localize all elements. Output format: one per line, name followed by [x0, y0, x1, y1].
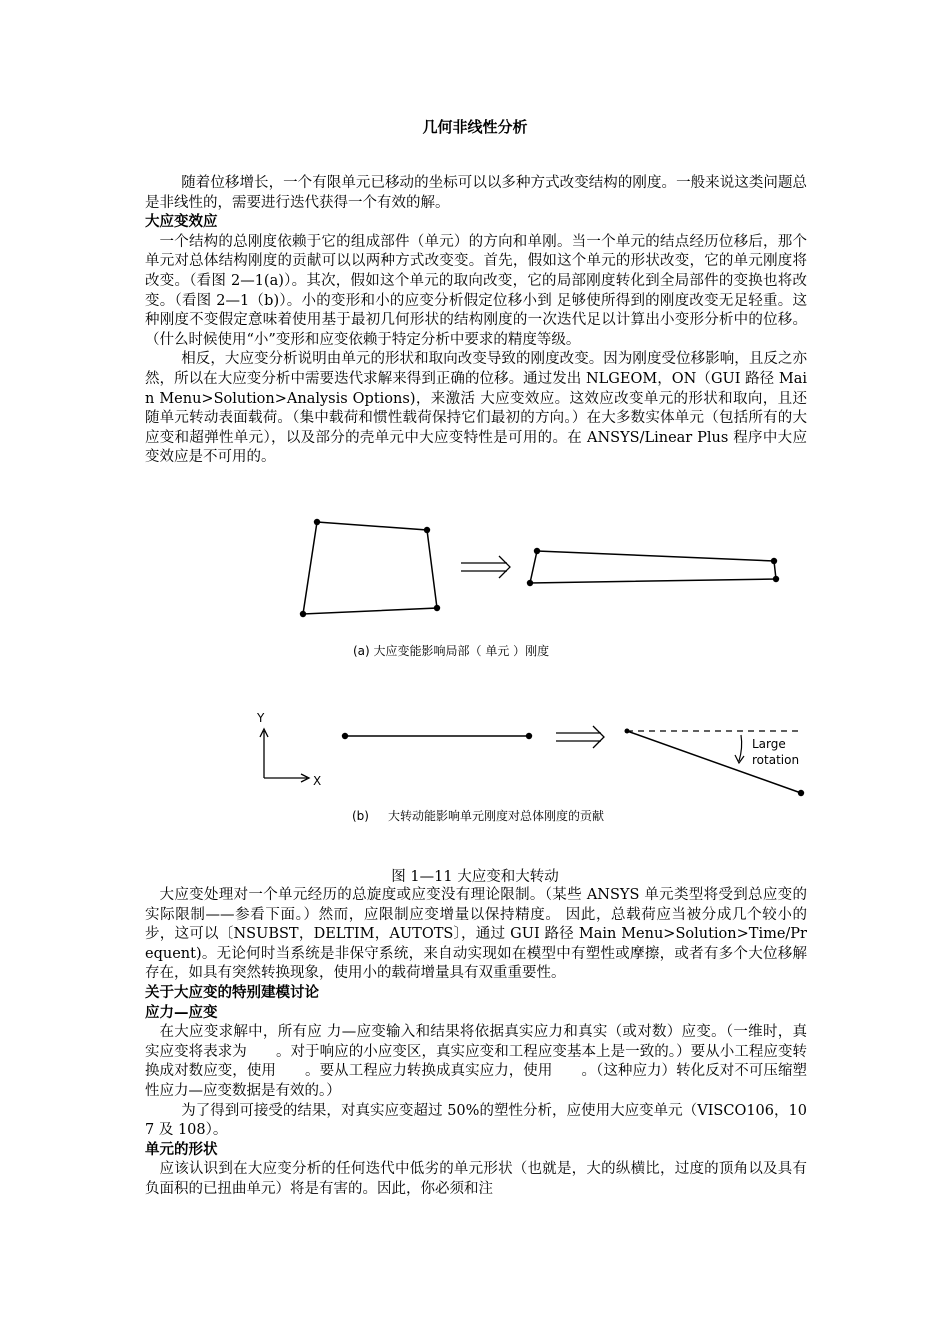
axes-icon [260, 729, 309, 782]
intro-paragraph: 随着位移增长，一个有限单元已移动的坐标可以以多种方式改变结构的刚度。一般来说这类问题总是非线性的，需要进行迭代获得一个有效的解。 [145, 175, 807, 211]
node-dot [434, 605, 440, 611]
page-title: 几何非线性分析 [422, 118, 528, 136]
paragraph-element-shape: 应该认识到在大应变分析的任何迭代中低劣的单元形状（也就是，大的纵横比，过度的顶角以及具有负面积的已扭曲单元）将是有害的。因此，你必须和注 [145, 1161, 807, 1197]
node-dot [798, 790, 804, 796]
double-arrow-icon [461, 556, 510, 578]
annotation-large: Large [752, 737, 786, 751]
node-dot [773, 576, 779, 582]
heading-large-strain: 大应变效应 [145, 214, 218, 231]
rotation-arrow-icon [735, 735, 744, 763]
node-dot [771, 558, 777, 564]
node-dot [534, 548, 540, 554]
node-dot [300, 611, 306, 617]
node-dot [526, 733, 532, 739]
text-block-bottom [145, 886, 807, 1200]
element-after-deformation [530, 551, 776, 583]
heading-modeling: 关于大应变的特别建模讨论 [145, 984, 319, 1001]
figure-label-b: 大转动能影响单元刚度对总体刚度的贡献 [388, 809, 605, 823]
node-dot [342, 733, 348, 739]
paragraph-true-stress: 在大应变求解中，所有应 力—应变输入和结果将依据真实应力和真实（或对数）应变。（一维时，真实应变将表求为 。对于响应的小应变区，真实应变和工程应变基本上是一致的。）要从小工程应变转换成对数应变，使用 。要从工程应力转换成真实应力，使用 。（这种应力）转化反对不可压缩塑性应力—应变数据是有效的。） [145, 1024, 807, 1099]
axis-y-label: Y [257, 711, 265, 725]
node-dot [625, 729, 630, 734]
node-dot [424, 527, 430, 533]
paragraph-plastic-analysis: 为了得到可接受的结果，对真实应变超过 50%的塑性分析，应使用大应变单元（VISCO106，107 及 108）。 [145, 1102, 807, 1139]
paragraph-strain-limit: 大应变处理对一个单元经历的总旋度或应变没有理论限制。（某些 ANSYS 单元类型将受到总应变的实际限制——参看下面。）然而，应限制应变增量以保持精度。 因此，总载荷应当被分成几个较小的步，这可以〔NSUBST，DELTIM，AUTOTS〕，通过 GUI 路径 Main Menu>Solution>Time/Prequent)。无论何时当系统是非保守系统，来自动实现如在模型中有塑性或摩擦，或者有多个大位移解存在，如具有突然转换现象，使用小的载荷增量具有双重重要性。 [145, 887, 807, 982]
axis-x-label: X [313, 774, 322, 788]
node-dot [527, 580, 533, 586]
figure-label-b-prefix: (b) [352, 809, 369, 823]
double-arrow-icon [556, 726, 604, 748]
heading-stress-strain: 应力—应变 [145, 1004, 218, 1021]
heading-element-shape: 单元的形状 [145, 1141, 218, 1158]
node-dot [314, 519, 320, 525]
annotation-rotation: rotation [752, 753, 800, 767]
element-before-deformation [303, 522, 437, 614]
figure-caption: 图 1—11 大应变和大转动 [391, 869, 559, 885]
figure-label-a: (a) 大应变能影响局部（ 单元 ）刚度 [353, 644, 550, 658]
paragraph-stiffness: 一个结构的总刚度依赖于它的组成部件（单元）的方向和单刚。当一个单元的结点经历位移后，那个单元对总体结构刚度的贡献可以以两种方式改变变。首先，假如这个单元的形状改变，它的单元刚度将改变。（看图 2—1(a)）。其次，假如这个单元的取向改变，它的局部刚度转化到全局部件的变换也将改变。（看图 2—1（b)）。小的变形和小的应变分析假定位移小到 足够使所得到的刚度改变无足轻重。这种刚度不变假定意味着使用基于最初几何形状的结构刚度的一次迭代足以计算出小变形分析中的位移。（什么时候使用“小”变形和应变依赖于特定分析中要求的精度等级。 [145, 233, 807, 348]
paragraph-large-strain-analysis: 相反，大应变分析说明由单元的形状和取向改变导致的刚度改变。因为刚度受位移影响，且反之亦然，所以在大应变分析中需要迭代求解来得到正确的位移。通过发出 NLGEOM，ON（GUI 路径 Main Menu>Solution>Analysis Options)，来激活 大应变效应。这效应改变单元的形状和取向，且还随单元转动表面载荷。（集中载荷和惯性载荷保持它们最初的方向。）在大多数实体单元（包括所有的大应变和超弹性单元），以及部分的壳单元中大应变特性是可用的。在 ANSYS/Linear Plus 程序中大应变效应是不可用的。 [145, 351, 807, 466]
